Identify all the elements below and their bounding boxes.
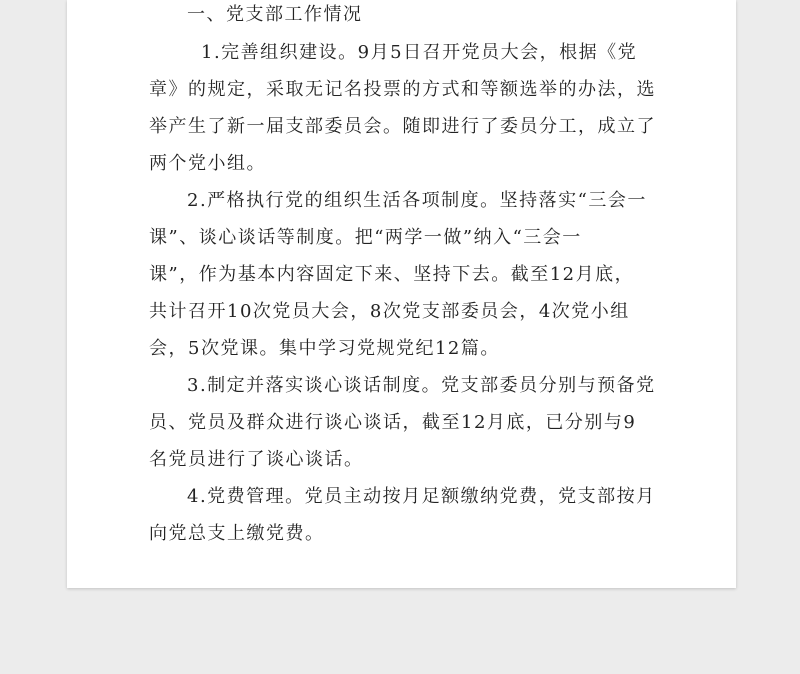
paragraph-line: 员、党员及群众进行谈心谈话，截至12月底，已分别与9 [149, 412, 637, 433]
paragraph-line: 课”、谈心谈话等制度。把“两学一做”纳入“三会一 [149, 227, 582, 248]
section-heading: 一、党支部工作情况 [187, 4, 363, 25]
paragraph-line: 名党员进行了谈心谈话。 [149, 449, 364, 470]
paragraph-line: 3.制定并落实谈心谈话制度。党支部委员分别与预备党 [187, 375, 656, 396]
paragraph-line: 举产生了新一届支部委员会。随即进行了委员分工，成立了 [149, 116, 656, 137]
paragraph-line: 章》的规定，采取无记名投票的方式和等额选举的办法，选 [149, 79, 656, 100]
paragraph-line: 共计召开10次党员大会，8次党支部委员会，4次党小组 [149, 301, 630, 322]
paragraph-line: 4.党费管理。党员主动按月足额缴纳党费，党支部按月 [187, 486, 656, 507]
paragraph-line: 课”，作为基本内容固定下来、坚持下去。截至12月底， [149, 264, 635, 285]
document-page [67, 0, 736, 588]
paragraph-line: 会，5次党课。集中学习党规党纪12篇。 [149, 338, 500, 359]
paragraph-line: 1.完善组织建设。9月5日召开党员大会，根据《党 [201, 42, 638, 63]
paragraph-line: 2.严格执行党的组织生活各项制度。坚持落实“三会一 [187, 190, 647, 211]
paragraph-line: 两个党小组。 [149, 153, 266, 174]
paragraph-line: 向党总支上缴党费。 [149, 523, 325, 544]
